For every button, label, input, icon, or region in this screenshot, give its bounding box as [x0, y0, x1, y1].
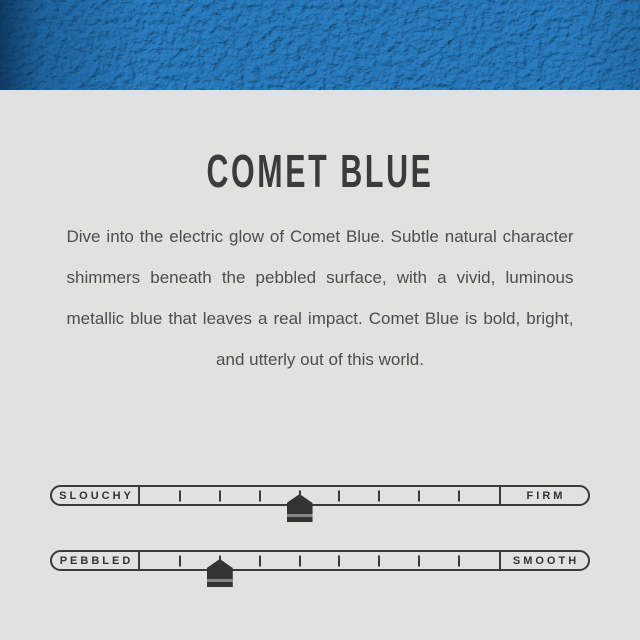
tick	[299, 555, 301, 566]
slouchy-firm-scale	[50, 485, 590, 506]
pebbled-smooth-scale	[50, 550, 590, 571]
scale-label-smooth: SMOOTH	[499, 552, 588, 569]
description-line: shimmers beneath the pebbled surface, with a vivid, luminous	[66, 268, 574, 287]
tick	[418, 490, 420, 501]
tick	[259, 555, 261, 566]
tick	[179, 555, 181, 566]
tick	[338, 490, 340, 501]
marker-stripe	[287, 514, 313, 517]
scale-label-pebbled: PEBBLED	[52, 552, 140, 569]
tick	[418, 555, 420, 566]
tick	[219, 490, 221, 501]
leather-texture-image	[0, 0, 640, 90]
tick	[219, 555, 221, 566]
description-line: Dive into the electric glow of Comet Blue. Subtle natural character	[66, 227, 574, 246]
tick-region	[140, 487, 499, 504]
scale-label-firm: FIRM	[499, 487, 588, 504]
marker-stripe	[207, 579, 233, 582]
color-description	[67, 216, 574, 380]
tick	[299, 490, 301, 501]
leather-texture-svg	[0, 0, 640, 90]
description-line: metallic blue that leaves a real impact. Comet Blue is bold, bright,	[66, 309, 574, 328]
tick	[458, 490, 460, 501]
scale-label-slouchy: SLOUCHY	[52, 487, 140, 504]
tick-region	[140, 552, 499, 569]
tick	[179, 490, 181, 501]
description-line: and utterly out of this world.	[216, 350, 424, 369]
tick	[378, 555, 380, 566]
tick	[378, 490, 380, 501]
tick	[458, 555, 460, 566]
color-name-title: COMET BLUE	[206, 145, 434, 197]
tick	[338, 555, 340, 566]
tick	[259, 490, 261, 501]
